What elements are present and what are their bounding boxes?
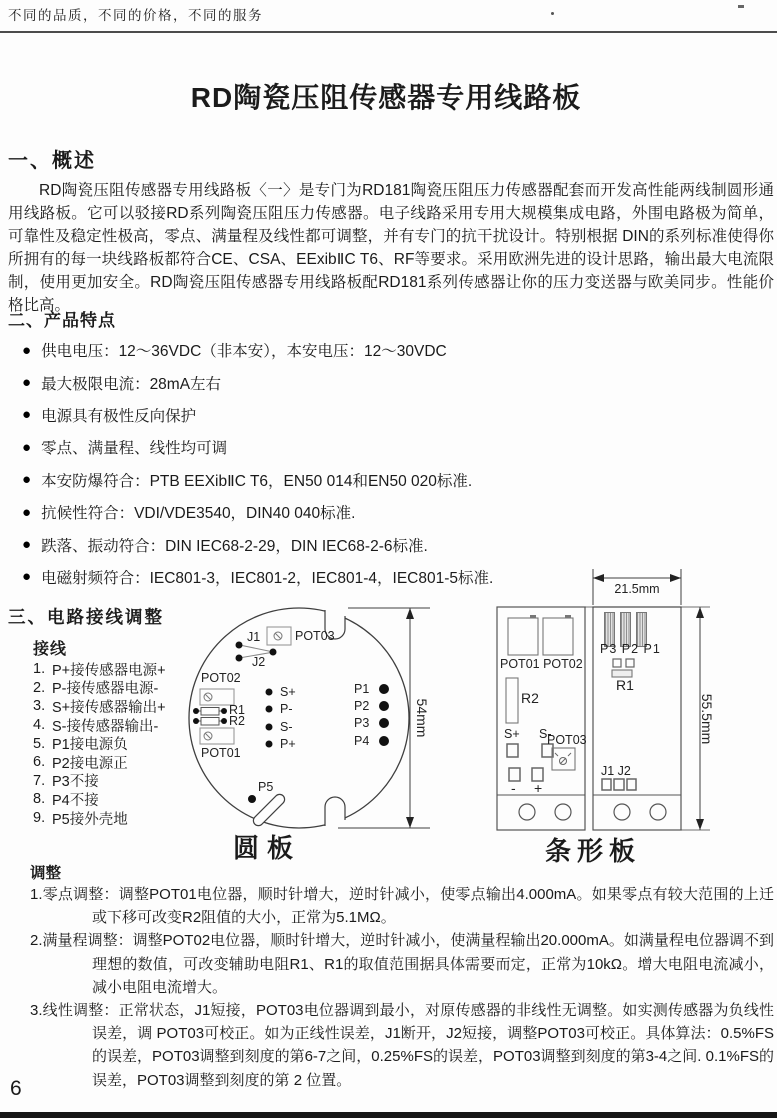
round-board-caption: 圆板 (233, 833, 302, 863)
wiring-text: P+接传感器电源+ (52, 662, 166, 679)
pin-label-p2: P2 (354, 699, 370, 713)
adjust-item-span (30, 929, 774, 999)
bullet-icon: ● (22, 536, 32, 554)
pot01-pot02-label: POT01 POT02 (500, 657, 583, 671)
round-board-diagram (188, 600, 448, 870)
feature-text: 电源具有极性反向保护 (41, 407, 197, 425)
wiring-number: 3. (33, 698, 46, 715)
adjust-heading: 调整 (30, 865, 62, 882)
adjust-item-label: 1.零点调整： (30, 886, 119, 903)
wiring-item (33, 772, 166, 791)
feature-item (22, 399, 493, 431)
pot01-label: POT01 (201, 746, 241, 760)
feature-text: 最大极限电流：28mA左右 (41, 375, 222, 393)
dimension-label-54mm: 54mm (414, 698, 430, 738)
s-plus-label: S+ (504, 727, 520, 741)
jumper-j2-label: J2 (252, 655, 266, 669)
wiring-text: S+接传感器输出+ (52, 699, 166, 716)
adjust-item-text: 调整POT01电位器，顺时针增大，逆时针减小，使零点输出4.000mA。如果零点有较大范围的上迁或下移可改变R2阻值的大小，正常为5.1MΩ。 (92, 886, 775, 927)
bullet-icon: ● (22, 438, 32, 456)
wiring-item (33, 753, 166, 772)
wiring-number: 8. (33, 791, 46, 808)
feature-text: 本安防爆符合：PTB EEXibⅡC T6，EN50 014和EN50 020标准. (41, 472, 473, 490)
adjust-list (30, 883, 774, 1092)
feature-text: 抗候性符合：VDI/VDE3540，DIN40 040标准. (41, 505, 356, 523)
adjust-item-zero (30, 883, 774, 929)
wiring-number: 9. (33, 810, 46, 827)
r1-label: R1 (229, 703, 245, 717)
wiring-number: 1. (33, 661, 46, 678)
pin-label-p-plus: P+ (280, 737, 296, 751)
dimension-label-21-5mm: 21.5mm (614, 582, 660, 596)
s-minus-label: S- (539, 727, 552, 741)
wiring-text: P-接传感器电源- (52, 681, 159, 698)
feature-item (22, 431, 493, 463)
page-number: 6 (10, 1077, 22, 1100)
header-rule (0, 31, 777, 33)
scan-speck (738, 5, 744, 8)
feature-item (22, 496, 493, 528)
scan-speck (551, 12, 554, 15)
bullet-icon: ● (22, 406, 32, 424)
wiring-number: 4. (33, 717, 46, 734)
pin-label-p-minus: P- (280, 702, 293, 716)
wiring-item (33, 790, 166, 809)
wiring-number: 2. (33, 679, 46, 696)
wiring-text: P3不接 (52, 774, 99, 791)
pin-label-p5: P5 (258, 780, 274, 794)
feature-text: 电磁射频符合：IEC801-3，IEC801-2，IEC801-4，IEC801-5标准. (41, 569, 494, 587)
pot03-label: POT03 (547, 733, 587, 747)
pin-label-s-minus: S- (280, 720, 293, 734)
feature-text: 零点、满量程、线性均可调 (41, 440, 228, 458)
pin-label-p4: P4 (354, 734, 370, 748)
r1-label: R1 (616, 677, 634, 693)
adjust-item-linearity (30, 999, 774, 1092)
wiring-text: S-接传感器输出- (52, 718, 159, 735)
wiring-subheading: 接线 (33, 641, 68, 658)
bullet-icon: ● (22, 503, 32, 521)
feature-text: 跌落、振动符合：DIN IEC68-2-29，DIN IEC68-2-6标准. (41, 537, 428, 555)
wiring-list (33, 660, 166, 827)
j1-j2-label: J1 J2 (601, 764, 631, 778)
wiring-number: 7. (33, 772, 46, 789)
minus-terminal-label: - (511, 780, 516, 796)
wiring-text: P2接电源正 (52, 755, 128, 772)
bullet-icon: ● (22, 341, 32, 359)
adjust-item-text: 调整POT02电位器，顺时针增大，逆时针减小，使满量程输出20.000mA。如满量程电位器调不到理想的数值，可改变辅助电阻R1、R1的取值范围据具体需要而定，正常为10kΩ。增大电阻电流减小，减小电阻电流增大。 (92, 932, 774, 996)
pot02-label: POT02 (201, 671, 241, 685)
section-heading-features: 二、产品特点 (8, 311, 116, 330)
r2-label: R2 (229, 714, 245, 728)
pin-label-p1: P1 (354, 682, 370, 696)
wiring-text: P4不接 (52, 792, 99, 809)
jumper-j1-label: J1 (247, 630, 261, 644)
wiring-item (33, 809, 166, 828)
adjust-item-text: 正常状态，J1短接，POT03电位器调到最小，对原传感器的非线性无调整。如实测传感器为负线性误差，调 POT03可校正。如为正线性误差，J1断开，J2短接，调整POT03可校正。具体算法：0.5%FS的误差，POT03调整到刻度的第6-7之间，0.25%FS的误差，POT03调整到刻度的第3-4之间. 0.1%FS的误差，POT03调整到刻度的第 2 位置。 (92, 1002, 774, 1089)
wiring-number: 5. (33, 735, 46, 752)
wiring-item (33, 679, 166, 698)
adjust-item-label: 2.满量程调整： (30, 932, 133, 950)
feature-text: 供电电压：12～36VDC（非本安），本安电压：12～30VDC (41, 343, 447, 361)
plus-terminal-label: + (534, 780, 543, 796)
header-slogan: 不同的品质，不同的价格，不同的服务 (8, 8, 263, 23)
wiring-item (33, 734, 166, 753)
wiring-item (33, 716, 166, 735)
feature-item (22, 366, 493, 398)
pot03-label: POT03 (295, 629, 335, 643)
wiring-item (33, 697, 166, 716)
wiring-number: 6. (33, 754, 46, 771)
bullet-icon: ● (22, 471, 32, 489)
feature-item (22, 561, 493, 593)
overview-paragraph: RD陶瓷压阻传感器专用线路板〈一〉是专门为RD181陶瓷压阻压力传感器配套而开发高性能两线制圆形通用线路板。它可以驳接RD系列陶瓷压阻压力传感器。电子线路采用专用大规模集成电路，外围电路极为简单，可靠性及稳定性极高，零点、满量程及线性都可调整，并有专门的抗干扰设计。特别根据 DIN的系列标准使得你所拥有的每一块线路板都符合CE、CSA、EExibⅡC T6、RF等要求。采用欧洲先进的设计思路，输出最大电流限制，使用更加安全。RD陶瓷压阻传感器专用线路板配RD181系列传感器让你的压力变送器与欧美同步。性能价格比高。 (8, 182, 774, 314)
r2-label: R2 (521, 690, 539, 706)
bullet-icon: ● (22, 568, 32, 586)
bullet-icon: ● (22, 374, 32, 392)
strip-board-caption: 条形板 (545, 836, 642, 866)
pin-label-s-plus: S+ (280, 685, 296, 699)
adjust-item-label: 3.线性调整： (30, 1002, 119, 1020)
wiring-text: P5接外壳地 (52, 811, 128, 828)
section-heading-overview: 一、概述 (8, 150, 96, 172)
feature-item (22, 528, 493, 560)
section-heading-wiring: 三、电路接线调整 (8, 607, 164, 627)
pin-label-p3: P3 (354, 716, 370, 730)
wiring-item (33, 660, 166, 679)
feature-item (22, 464, 493, 496)
page-title: RD陶瓷压阻传感器专用线路板 (190, 82, 582, 113)
dimension-label-55-5mm: 55.5mm (699, 693, 715, 745)
wiring-text: P1接电源负 (52, 737, 128, 754)
scan-edge-bar (0, 1112, 777, 1118)
p3-p2-p1-label: P3 P2 P1 (600, 642, 661, 656)
feature-item (22, 334, 493, 366)
features-list (22, 334, 493, 593)
